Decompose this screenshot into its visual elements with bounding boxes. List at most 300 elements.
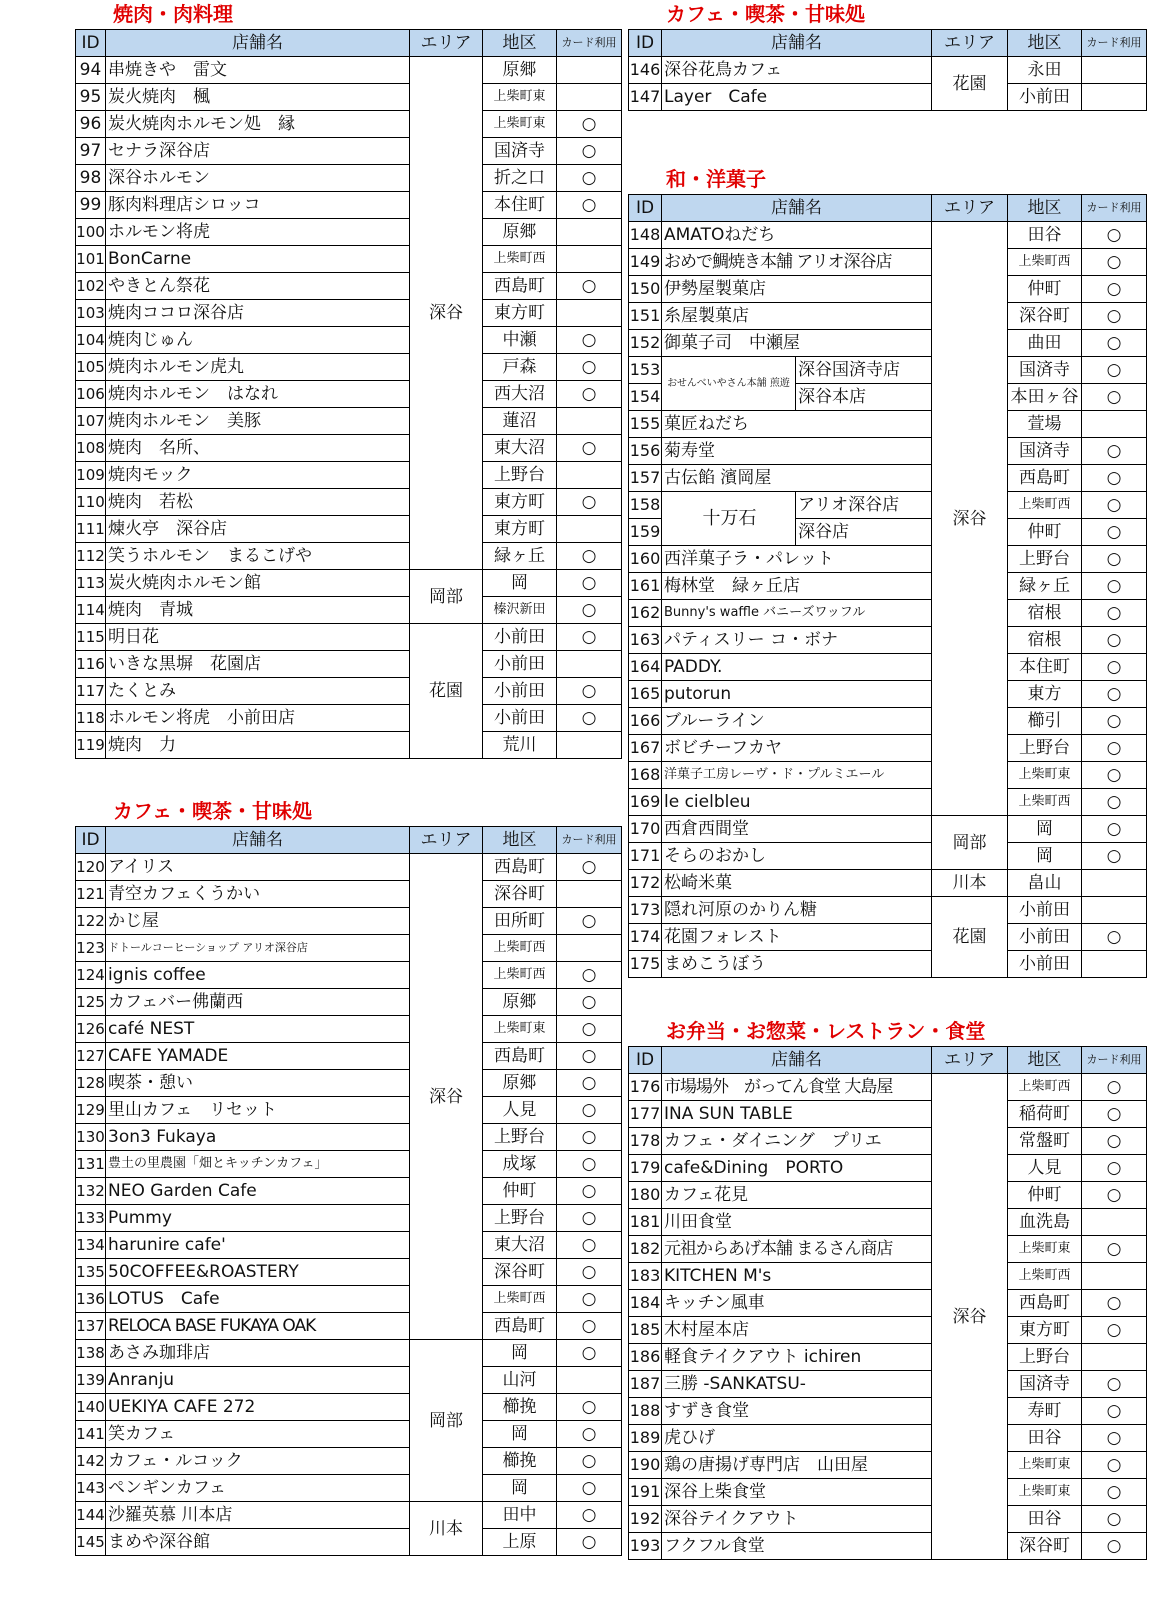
card-cell [557, 989, 622, 1016]
store-table [75, 29, 622, 759]
district-cell: 櫛引 [1008, 708, 1082, 735]
store-name: 50COFFEE&ROASTERY [106, 1259, 410, 1286]
store-id: 97 [76, 138, 106, 165]
table-row [629, 843, 1147, 870]
table-row [629, 1155, 1147, 1182]
table-row [629, 1074, 1147, 1101]
card-cell [1082, 1236, 1147, 1263]
district-cell: 原郷 [483, 989, 557, 1016]
district-cell: 上柴町西 [483, 935, 557, 962]
card-cell [557, 192, 622, 219]
store-name: アイリス [106, 854, 410, 881]
card-cell [557, 1043, 622, 1070]
card-accepted-mark: ○ [1106, 603, 1122, 623]
card-cell [1082, 1452, 1147, 1479]
card-cell [557, 678, 622, 705]
store-id: 180 [629, 1182, 662, 1209]
card-cell [1082, 222, 1147, 249]
store-id: 105 [76, 354, 106, 381]
store-name: AMATOねだち [662, 222, 932, 249]
table-row [629, 1506, 1147, 1533]
card-accepted-mark: ○ [1106, 1185, 1122, 1205]
section-title: 和・洋菓子 [666, 167, 766, 191]
table-row [629, 546, 1147, 573]
table-row [629, 600, 1147, 627]
store-name: 元祖からあげ本舗 まるさん商店 [662, 1236, 932, 1263]
district-cell: 上柴町東 [483, 1016, 557, 1043]
district-cell: 岡 [483, 1475, 557, 1502]
card-cell [557, 435, 622, 462]
card-accepted-mark: ○ [581, 1532, 597, 1552]
card-cell [1082, 57, 1147, 84]
store-name: 豊土の里農園「畑とキッチンカフェ」 [106, 1151, 410, 1178]
district-cell: 岡 [483, 570, 557, 597]
table-row [629, 438, 1147, 465]
store-id: 170 [629, 816, 662, 843]
district-cell: 小前田 [1008, 897, 1082, 924]
card-accepted-mark: ○ [1106, 468, 1122, 488]
card-accepted-mark: ○ [581, 1478, 597, 1498]
district-cell: 原郷 [483, 219, 557, 246]
table-row [629, 708, 1147, 735]
district-cell: 深谷町 [483, 1259, 557, 1286]
store-name: 焼肉 若松 [106, 489, 410, 516]
store-id: 127 [76, 1043, 106, 1070]
card-cell [557, 1178, 622, 1205]
store-id: 114 [76, 597, 106, 624]
card-cell [557, 1529, 622, 1556]
card-cell [1082, 1074, 1147, 1101]
card-accepted-mark: ○ [1106, 1401, 1122, 1421]
store-name: ignis coffee [106, 962, 410, 989]
store-name: ドトールコーヒーショップ アリオ深谷店 [106, 935, 410, 962]
card-accepted-mark: ○ [581, 438, 597, 458]
store-name: UEKIYA CAFE 272 [106, 1394, 410, 1421]
table-row [629, 357, 1147, 384]
table-row [629, 1479, 1147, 1506]
district-cell: 国済寺 [1008, 1371, 1082, 1398]
store-id: 103 [76, 300, 106, 327]
district-cell: 上柴町東 [1008, 1452, 1082, 1479]
branch-name: 深谷本店 [796, 384, 932, 411]
district-cell: 西島町 [483, 273, 557, 300]
card-accepted-mark: ○ [581, 357, 597, 377]
col-card: カード利用 [1082, 30, 1147, 57]
card-cell [557, 489, 622, 516]
col-id: ID [76, 30, 106, 57]
card-accepted-mark: ○ [581, 1127, 597, 1147]
table-row [629, 1425, 1147, 1452]
store-id: 135 [76, 1259, 106, 1286]
store-name: 菊寿堂 [662, 438, 932, 465]
card-cell [557, 1016, 622, 1043]
store-name: ボビチーフカヤ [662, 735, 932, 762]
district-cell: 蓮沼 [483, 408, 557, 435]
card-cell [1082, 1371, 1147, 1398]
col-card: カード利用 [557, 827, 622, 854]
store-name: 梅林堂 緑ヶ丘店 [662, 573, 932, 600]
card-accepted-mark: ○ [1106, 333, 1122, 353]
table-row [76, 1205, 622, 1232]
table-row [629, 1452, 1147, 1479]
store-id: 177 [629, 1101, 662, 1128]
card-accepted-mark: ○ [1106, 252, 1122, 272]
table-row [629, 1371, 1147, 1398]
district-cell: 岡 [483, 1421, 557, 1448]
store-name: 市場場外 がってん食堂 大島屋 [662, 1074, 932, 1101]
store-name: harunire cafe' [106, 1232, 410, 1259]
card-accepted-mark: ○ [1106, 684, 1122, 704]
col-district: 地区 [483, 827, 557, 854]
district-cell: 西島町 [1008, 1290, 1082, 1317]
district-cell: 西島町 [483, 1043, 557, 1070]
store-name: 豚肉料理店シロッコ [106, 192, 410, 219]
table-row [76, 300, 622, 327]
section-title: お弁当・お惣菜・レストラン・食堂 [666, 1019, 986, 1043]
card-cell [557, 1097, 622, 1124]
card-cell [1082, 627, 1147, 654]
store-id: 112 [76, 543, 106, 570]
section-yakiniku [75, 2, 622, 759]
store-id: 130 [76, 1124, 106, 1151]
table-row [76, 57, 622, 84]
store-name: 炭火焼肉ホルモン処 縁 [106, 111, 410, 138]
table-row [76, 854, 622, 881]
card-cell [1082, 465, 1147, 492]
district-cell: 田中 [483, 1502, 557, 1529]
card-accepted-mark: ○ [1106, 1077, 1122, 1097]
district-cell: 上柴町西 [483, 246, 557, 273]
card-cell [557, 705, 622, 732]
store-id: 156 [629, 438, 662, 465]
store-name: café NEST [106, 1016, 410, 1043]
store-id: 149 [629, 249, 662, 276]
table-row [629, 303, 1147, 330]
store-id: 162 [629, 600, 662, 627]
table-row [629, 1344, 1147, 1371]
card-cell [557, 300, 622, 327]
card-cell [557, 732, 622, 759]
store-name: Pummy [106, 1205, 410, 1232]
card-cell [557, 854, 622, 881]
district-cell: 小前田 [483, 651, 557, 678]
store-id: 183 [629, 1263, 662, 1290]
store-id: 116 [76, 651, 106, 678]
card-accepted-mark: ○ [1106, 549, 1122, 569]
section-cafe-right [628, 2, 1147, 111]
card-accepted-mark: ○ [581, 600, 597, 620]
card-cell [1082, 870, 1147, 897]
table-row [76, 881, 622, 908]
table-row [76, 651, 622, 678]
col-area: エリア [932, 1047, 1008, 1074]
area-cell: 花園 [932, 57, 1008, 111]
table-row [76, 989, 622, 1016]
store-id: 94 [76, 57, 106, 84]
district-cell: 櫛挽 [483, 1448, 557, 1475]
district-cell: 萱場 [1008, 411, 1082, 438]
store-id: 100 [76, 219, 106, 246]
table-row [629, 1182, 1147, 1209]
store-name: 隠れ河原のかりん糖 [662, 897, 932, 924]
store-id: 165 [629, 681, 662, 708]
table-row [629, 84, 1147, 111]
card-accepted-mark: ○ [1106, 1455, 1122, 1475]
table-row [76, 192, 622, 219]
card-accepted-mark: ○ [581, 1289, 597, 1309]
store-id: 155 [629, 411, 662, 438]
district-cell: 東方町 [483, 300, 557, 327]
card-cell [557, 1151, 622, 1178]
card-cell [1082, 249, 1147, 276]
district-cell: 宿根 [1008, 627, 1082, 654]
store-id: 166 [629, 708, 662, 735]
card-accepted-mark: ○ [581, 384, 597, 404]
store-id: 160 [629, 546, 662, 573]
branch-name: 深谷店 [796, 519, 932, 546]
card-cell [557, 219, 622, 246]
district-cell: 岡 [483, 1340, 557, 1367]
table-row [76, 1394, 622, 1421]
card-cell [1082, 762, 1147, 789]
table-row [629, 330, 1147, 357]
col-name: 店舗名 [662, 30, 932, 57]
store-name: 深谷花鳥カフェ [662, 57, 932, 84]
area-cell: 花園 [932, 897, 1008, 978]
card-accepted-mark: ○ [581, 1019, 597, 1039]
store-id: 99 [76, 192, 106, 219]
col-name: 店舗名 [106, 827, 410, 854]
store-id: 151 [629, 303, 662, 330]
card-accepted-mark: ○ [1106, 792, 1122, 812]
card-cell [557, 1205, 622, 1232]
card-accepted-mark: ○ [1106, 1374, 1122, 1394]
table-row [629, 1209, 1147, 1236]
store-id: 121 [76, 881, 106, 908]
card-accepted-mark: ○ [1106, 846, 1122, 866]
store-name: putorun [662, 681, 932, 708]
store-id: 192 [629, 1506, 662, 1533]
table-row [76, 1313, 622, 1340]
store-id: 159 [629, 519, 662, 546]
store-id: 113 [76, 570, 106, 597]
store-name: 炭火焼肉ホルモン館 [106, 570, 410, 597]
card-cell [1082, 735, 1147, 762]
area-cell: 岡部 [410, 1340, 483, 1502]
district-cell: 上野台 [1008, 546, 1082, 573]
store-name: そらのおかし [662, 843, 932, 870]
district-cell: 田谷 [1008, 222, 1082, 249]
store-id: 171 [629, 843, 662, 870]
store-id: 111 [76, 516, 106, 543]
table-row [76, 327, 622, 354]
card-accepted-mark: ○ [581, 965, 597, 985]
district-cell: 西島町 [483, 1313, 557, 1340]
store-id: 128 [76, 1070, 106, 1097]
store-id: 148 [629, 222, 662, 249]
section-sweets [628, 167, 1147, 978]
store-name: 深谷テイクアウト [662, 1506, 932, 1533]
card-cell [557, 908, 622, 935]
store-id: 141 [76, 1421, 106, 1448]
table-row [76, 624, 622, 651]
card-accepted-mark: ○ [1106, 360, 1122, 380]
store-name: カフェ・ダイニング プリエ [662, 1128, 932, 1155]
card-accepted-mark: ○ [1106, 1536, 1122, 1556]
store-name: ペンギンカフェ [106, 1475, 410, 1502]
district-cell: 小前田 [1008, 924, 1082, 951]
area-cell: 花園 [410, 624, 483, 759]
district-cell: 本田ヶ谷 [1008, 384, 1082, 411]
district-cell: 上野台 [483, 1124, 557, 1151]
district-cell: 荒川 [483, 732, 557, 759]
store-name: 沙羅英慕 川本店 [106, 1502, 410, 1529]
store-name: Anranju [106, 1367, 410, 1394]
store-id: 108 [76, 435, 106, 462]
store-id: 124 [76, 962, 106, 989]
card-accepted-mark: ○ [581, 492, 597, 512]
district-cell: 成塚 [483, 1151, 557, 1178]
store-id: 137 [76, 1313, 106, 1340]
district-cell: 上柴町東 [483, 111, 557, 138]
table-row [76, 962, 622, 989]
district-cell: 上原 [483, 1529, 557, 1556]
district-cell: 小前田 [1008, 951, 1082, 978]
store-name: すずき食堂 [662, 1398, 932, 1425]
col-name: 店舗名 [662, 1047, 932, 1074]
store-name: 松崎米菓 [662, 870, 932, 897]
card-accepted-mark: ○ [1106, 1509, 1122, 1529]
district-cell: 緑ヶ丘 [483, 543, 557, 570]
card-cell [1082, 600, 1147, 627]
table-row [76, 219, 622, 246]
card-accepted-mark: ○ [581, 1208, 597, 1228]
store-id: 188 [629, 1398, 662, 1425]
card-cell [557, 935, 622, 962]
card-accepted-mark: ○ [1106, 1293, 1122, 1313]
table-row [76, 489, 622, 516]
card-accepted-mark: ○ [581, 627, 597, 647]
card-cell [557, 624, 622, 651]
store-id: 163 [629, 627, 662, 654]
card-accepted-mark: ○ [581, 1397, 597, 1417]
district-cell: 国済寺 [483, 138, 557, 165]
card-accepted-mark: ○ [581, 330, 597, 350]
store-id: 169 [629, 789, 662, 816]
store-id: 175 [629, 951, 662, 978]
table-row [76, 732, 622, 759]
store-id: 153 [629, 357, 662, 384]
table-row [76, 138, 622, 165]
district-cell: 上野台 [1008, 1344, 1082, 1371]
card-accepted-mark: ○ [581, 1181, 597, 1201]
district-cell: 永田 [1008, 57, 1082, 84]
district-cell: 小前田 [483, 678, 557, 705]
store-name: Bunny's waffle バニーズワッフル [662, 600, 932, 627]
card-cell [1082, 843, 1147, 870]
card-accepted-mark: ○ [581, 681, 597, 701]
col-district: 地区 [1008, 30, 1082, 57]
card-cell [557, 1259, 622, 1286]
table-row [629, 222, 1147, 249]
card-accepted-mark: ○ [581, 1316, 597, 1336]
table-row [76, 381, 622, 408]
store-id: 144 [76, 1502, 106, 1529]
card-cell [557, 462, 622, 489]
table-row [76, 1448, 622, 1475]
store-table [628, 1046, 1147, 1560]
card-cell [1082, 1533, 1147, 1560]
table-row [76, 543, 622, 570]
district-cell: 本住町 [483, 192, 557, 219]
card-accepted-mark: ○ [581, 911, 597, 931]
card-accepted-mark: ○ [1106, 225, 1122, 245]
card-cell [557, 165, 622, 192]
district-cell: 榛沢新田 [483, 597, 557, 624]
store-name: 笑うホルモン まるこげや [106, 543, 410, 570]
card-cell [557, 327, 622, 354]
table-row [629, 1101, 1147, 1128]
card-accepted-mark: ○ [1106, 1482, 1122, 1502]
store-id: 95 [76, 84, 106, 111]
table-row [76, 1367, 622, 1394]
table-row [76, 1286, 622, 1313]
table-row [76, 516, 622, 543]
card-accepted-mark: ○ [581, 276, 597, 296]
card-cell [557, 354, 622, 381]
store-name: NEO Garden Cafe [106, 1178, 410, 1205]
section-bento [628, 1019, 1147, 1560]
card-accepted-mark: ○ [1106, 576, 1122, 596]
store-id: 187 [629, 1371, 662, 1398]
card-accepted-mark: ○ [581, 195, 597, 215]
store-id: 186 [629, 1344, 662, 1371]
col-area: エリア [932, 30, 1008, 57]
card-accepted-mark: ○ [581, 1451, 597, 1471]
district-cell: 東方町 [483, 489, 557, 516]
store-name: LOTUS Cafe [106, 1286, 410, 1313]
card-cell [1082, 519, 1147, 546]
card-accepted-mark: ○ [1106, 1239, 1122, 1259]
store-id: 189 [629, 1425, 662, 1452]
card-cell [1082, 1317, 1147, 1344]
store-name: 御菓子司 中瀬屋 [662, 330, 932, 357]
store-name: KITCHEN M's [662, 1263, 932, 1290]
store-id: 164 [629, 654, 662, 681]
store-name: フクフル食堂 [662, 1533, 932, 1560]
store-id: 131 [76, 1151, 106, 1178]
card-cell [1082, 681, 1147, 708]
card-cell [557, 84, 622, 111]
store-name: 焼肉 力 [106, 732, 410, 759]
district-cell: 上柴町西 [1008, 1263, 1082, 1290]
card-cell [557, 111, 622, 138]
store-name: 煉火亭 深谷店 [106, 516, 410, 543]
store-id: 102 [76, 273, 106, 300]
store-name: ブルーライン [662, 708, 932, 735]
store-id: 143 [76, 1475, 106, 1502]
store-id: 129 [76, 1097, 106, 1124]
store-id: 176 [629, 1074, 662, 1101]
district-cell: 西島町 [1008, 465, 1082, 492]
card-cell [557, 246, 622, 273]
table-row [629, 465, 1147, 492]
store-id: 168 [629, 762, 662, 789]
col-district: 地区 [483, 30, 557, 57]
card-cell [557, 1340, 622, 1367]
district-cell: 上柴町西 [483, 962, 557, 989]
store-id: 134 [76, 1232, 106, 1259]
